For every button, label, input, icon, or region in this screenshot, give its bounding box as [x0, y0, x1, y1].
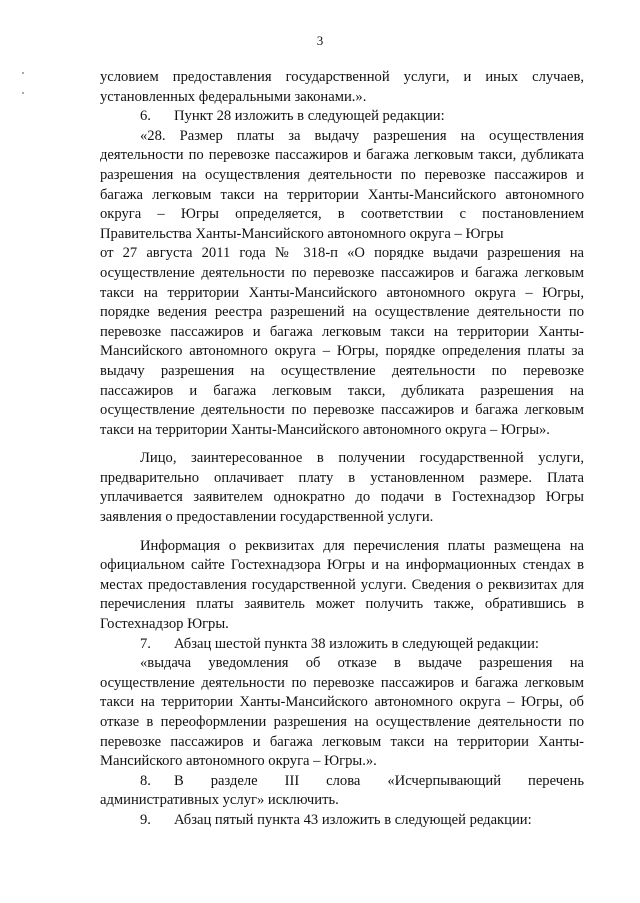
item-text: В разделе III слова «Исчерпывающий перечень административных услуг» исключить.	[100, 772, 584, 809]
numbered-item-7	[100, 635, 584, 655]
item-number: 9.	[140, 811, 151, 828]
paragraph-refusal-notice: «выдача уведомления об отказе в выдаче разрешения на осуществление деятельности по перевозке пассажиров и багажа легковым такси на территории Ханты-Мансийского автономного округа – Югры, об отказе в переоформлении разрешения на осуществление деятельности по перевозке пассажиров и багажа легковым такси на территории Ханты-Мансийского автономного округа – Югры.».	[100, 655, 584, 770]
numbered-item-6	[100, 107, 584, 127]
item-number: 8.	[140, 772, 151, 789]
numbered-item-8	[100, 772, 584, 811]
item-text: Пункт 28 изложить в следующей редакции:	[174, 108, 445, 125]
scan-artifact	[22, 72, 24, 74]
paragraph-item-28: «28. Размер платы за выдачу разрешения на осуществления деятельности по перевозке пассажиров и багажа легковым такси, дубликата разрешения на осуществления деятельности по перевозке пассажиров и багажа легковым такси на территории Ханты-Мансийского автономного округа – Югры определяется, в соответствии с постановлением Правительства Ханты-Мансийского автономного округа – Югры	[100, 127, 584, 242]
item-text: Абзац пятый пункта 43 изложить в следующей редакции:	[174, 811, 532, 828]
paragraph-payment: Лицо, заинтересованное в получении государственной услуги, предварительно оплачивает плату в установленном размере. Плата уплачивается заявителем однократно до подачи в Гостехнадзор Югры заявления о предоставлении государственной услуги.	[100, 450, 584, 526]
paragraph-requisites: Информация о реквизитах для перечисления платы размещена на официальном сайте Гостехнадзора Югры и на информационных стендах в местах предоставления государственной услуги. Сведения о реквизитах для перечисления платы заявитель может получить также, обратившись в Гостехнадзор Югры.	[100, 537, 584, 633]
paragraph-continuation: условием предоставления государственной услуги, и иных случаев, установленных федеральными законами.».	[100, 69, 584, 105]
scan-artifact	[22, 92, 24, 94]
document-body	[100, 68, 584, 831]
item-number: 7.	[140, 635, 151, 652]
item-text: Абзац шестой пункта 38 изложить в следующей редакции:	[174, 635, 539, 652]
item-number: 6.	[140, 108, 151, 125]
paragraph-decree: от 27 августа 2011 года № 318-п «О порядке выдачи разрешения на осуществление деятельности по перевозке пассажиров и багажа легковым такси на территории Ханты-Мансийского автономного округа – Югры, порядке ведения реестра разрешений на осуществление деятельности по перевозке пассажиров и багажа легковым такси на территории Ханты-Мансийского автономного округа – Югры, порядке определения платы за выдачу разрешения на осуществление деятельности по перевозке пассажиров и багажа легковым такси, дубликата разрешения на осуществление деятельности по перевозке пассажиров и багажа легковым такси на территории Ханты-Мансийского автономного округа – Югры».	[100, 245, 584, 438]
numbered-item-9	[100, 811, 584, 831]
page-number: 3	[316, 33, 324, 48]
